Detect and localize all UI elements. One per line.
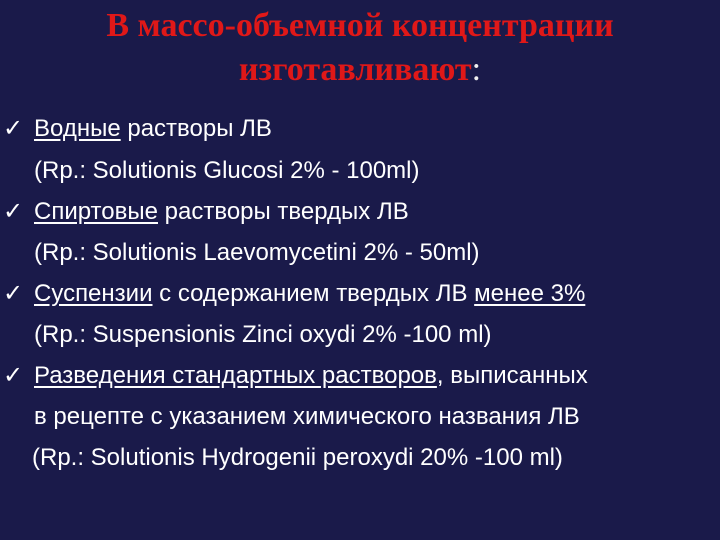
list-item-text	[34, 197, 409, 227]
item-rest: , выписанных	[436, 362, 588, 389]
recipe-example: (Rp.: Solutionis Glucosi 2% - 100ml)	[34, 157, 420, 184]
slide-title	[0, 4, 720, 92]
title-line-1: В массо-объемной концентрации	[106, 7, 614, 44]
item-rest: растворы ЛВ	[120, 115, 272, 142]
item-keyword: Разведения стандартных растворов	[34, 362, 437, 389]
item-keyword: Суспензии	[34, 280, 153, 307]
item-keyword: Спиртовые	[34, 198, 158, 225]
list-item-continuation: в рецепте с указанием химического названия ЛВ	[34, 403, 580, 430]
recipe-example: (Rp.: Suspensionis Zinci oxydi 2% -100 ml)	[34, 321, 492, 348]
item-rest: с содержанием твердых ЛВ	[152, 280, 475, 307]
title-line-2-text: изготавливают	[238, 51, 472, 88]
check-icon: ✓	[3, 362, 24, 389]
item-rest: растворы твердых ЛВ	[157, 198, 409, 225]
check-icon: ✓	[3, 198, 24, 225]
item-keyword: Водные	[34, 115, 121, 142]
list-item-text	[34, 114, 272, 144]
title-line-2	[0, 48, 720, 92]
list-item-text	[34, 361, 588, 391]
check-icon: ✓	[3, 280, 24, 307]
recipe-example: (Rp.: Solutionis Hydrogenii peroxydi 20% -100 ml)	[32, 444, 563, 471]
item-keyword-2: менее 3%	[474, 280, 586, 307]
check-icon: ✓	[3, 115, 24, 142]
list-item-text	[34, 279, 585, 309]
recipe-example: (Rp.: Solutionis Laevomycetini 2% - 50ml)	[34, 239, 480, 266]
title-colon: :	[471, 51, 482, 88]
